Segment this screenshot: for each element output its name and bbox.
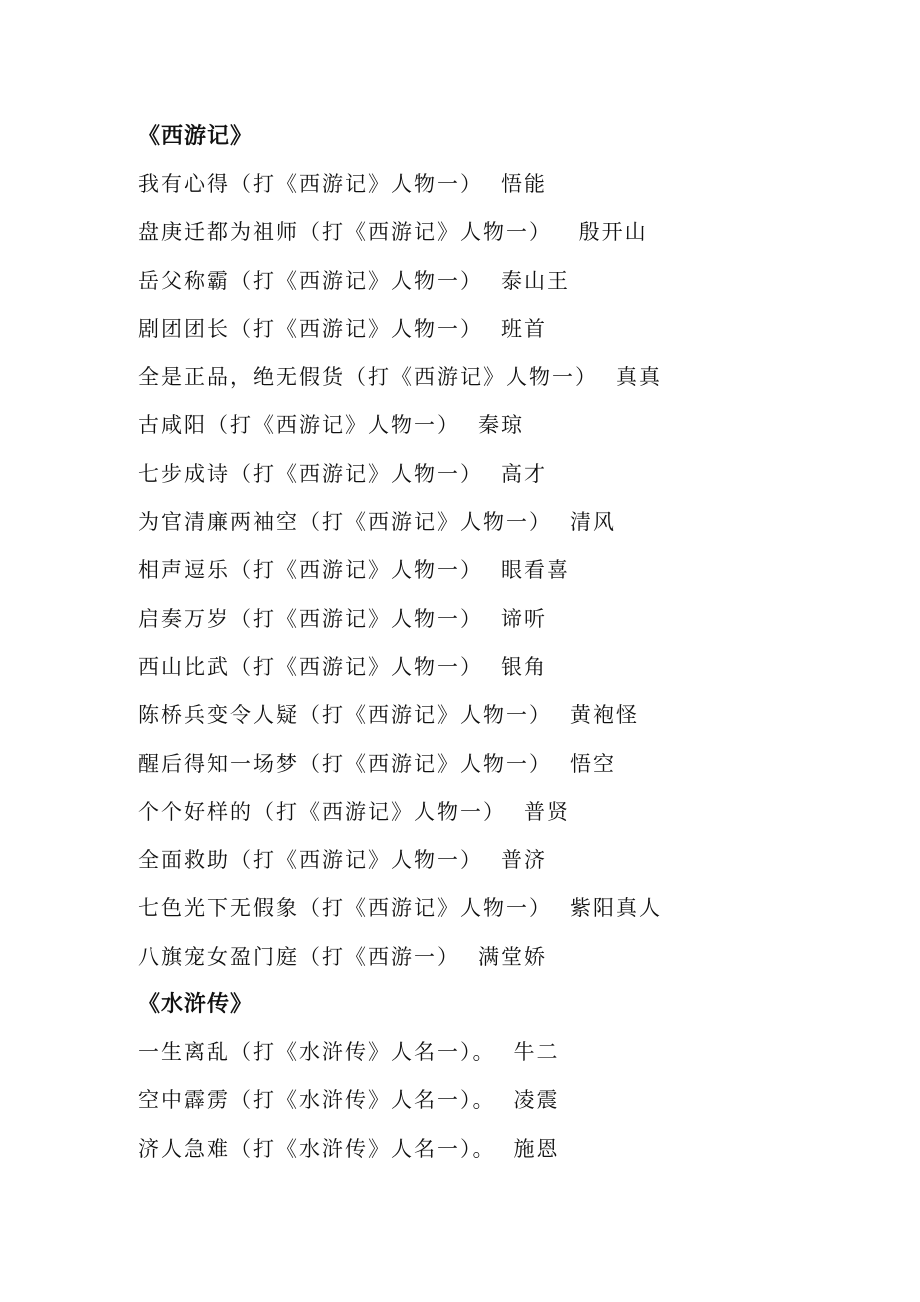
riddle-clue: 剧团团长（打《西游记》人物一） (138, 316, 483, 341)
riddle-line (138, 498, 838, 546)
riddle-answer: 牛二 (513, 1040, 560, 1064)
riddle-clue: 为官清廉两袖空（打《西游记》人物一） (138, 510, 552, 535)
riddle-line (138, 643, 838, 691)
riddle-line (138, 450, 838, 498)
riddle-answer: 黄袍怪 (570, 703, 639, 728)
riddle-line (138, 788, 838, 836)
riddle-answer: 满堂娇 (478, 944, 547, 969)
riddle-line (138, 836, 838, 884)
riddle-answer: 普贤 (524, 799, 570, 824)
riddle-answer: 清风 (570, 510, 616, 535)
riddle-answer: 眼看喜 (501, 558, 570, 583)
riddle-answer: 普济 (501, 848, 547, 873)
riddle-line (138, 740, 838, 788)
riddle-clue: 岳父称霸（打《西游记》人物一） (138, 268, 483, 293)
section-title: 《水浒传》 (138, 991, 254, 1017)
riddle-clue: 盘庚迁都为祖师（打《西游记》人物一） (138, 220, 552, 245)
riddle-line (138, 208, 838, 256)
section-title: 《西游记》 (138, 123, 254, 149)
riddle-clue: 醒后得知一场梦（打《西游记》人物一） (138, 751, 552, 776)
riddle-clue: 七步成诗（打《西游记》人物一） (138, 461, 483, 486)
riddle-answer: 悟空 (570, 751, 616, 776)
section-xiyouji (138, 112, 838, 981)
riddle-answer: 紫阳真人 (570, 896, 662, 921)
riddle-clue: 我有心得（打《西游记》人物一） (138, 172, 483, 196)
riddle-line (138, 353, 838, 401)
riddle-line (138, 1028, 838, 1076)
riddle-line (138, 257, 838, 305)
riddle-clue: 全是正品，绝无假货（打《西游记》人物一） (138, 365, 598, 390)
riddle-answer: 悟能 (501, 172, 547, 196)
riddle-answer: 殷开山 (570, 220, 648, 245)
riddle-clue: 全面救助（打《西游记》人物一） (138, 848, 483, 873)
riddle-clue: 八旗宠女盈门庭（打《西游一） (138, 944, 460, 969)
riddle-line (138, 595, 838, 643)
riddle-answer: 银角 (501, 654, 547, 679)
riddle-answer: 施恩 (513, 1136, 560, 1161)
riddle-answer: 泰山王 (501, 268, 570, 293)
riddle-clue: 陈桥兵变令人疑（打《西游记》人物一） (138, 703, 552, 728)
riddle-clue: 济人急难（打《水浒传》人名一）。 (138, 1136, 496, 1161)
riddle-answer: 凌震 (513, 1088, 560, 1113)
riddle-line (138, 160, 838, 208)
riddle-clue: 一生离乱（打《水浒传》人名一）。 (138, 1040, 496, 1064)
riddle-clue: 空中霹雳（打《水浒传》人名一）。 (138, 1088, 496, 1113)
riddle-clue: 个个好样的（打《西游记》人物一） (138, 799, 506, 824)
riddle-answer: 班首 (501, 316, 547, 341)
riddle-clue: 启奏万岁（打《西游记》人物一） (138, 606, 483, 631)
riddle-line (138, 933, 838, 981)
riddle-line (138, 884, 838, 932)
riddle-answer: 真真 (616, 365, 662, 390)
riddle-line (138, 691, 838, 739)
riddle-line (138, 305, 838, 353)
riddle-answer: 秦琼 (478, 413, 524, 438)
riddle-answer: 谛听 (501, 606, 547, 631)
riddle-clue: 七色光下无假象（打《西游记》人物一） (138, 896, 552, 921)
riddle-answer: 高才 (501, 461, 547, 486)
riddle-line (138, 401, 838, 449)
section-shuihu (138, 980, 838, 1173)
riddle-line (138, 546, 838, 594)
riddle-clue: 西山比武（打《西游记》人物一） (138, 654, 483, 679)
riddle-line (138, 1076, 838, 1124)
riddle-line (138, 1125, 838, 1173)
riddle-clue: 古咸阳（打《西游记》人物一） (138, 413, 460, 438)
riddle-clue: 相声逗乐（打《西游记》人物一） (138, 558, 483, 583)
